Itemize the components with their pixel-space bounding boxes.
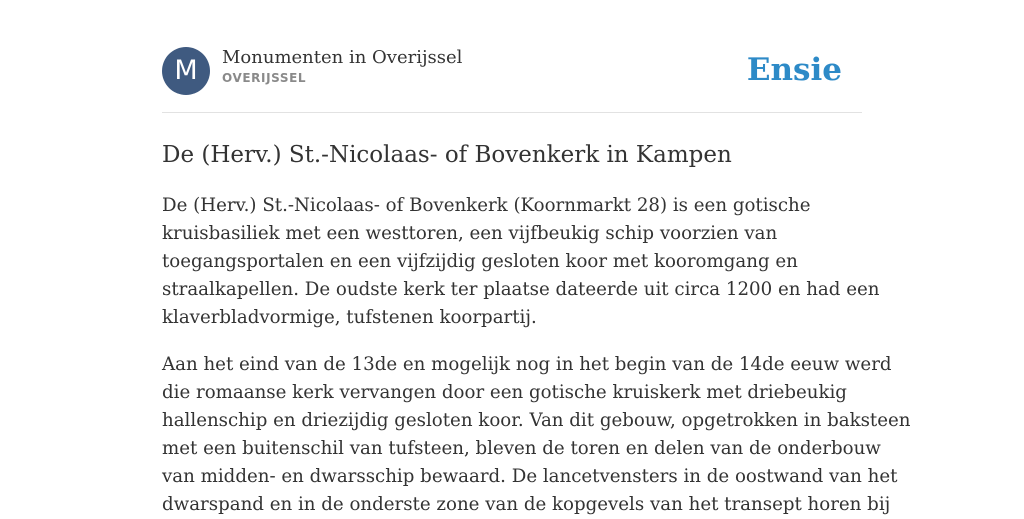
ensie-logo[interactable]: Ensie — [746, 52, 842, 88]
article-card — [162, 0, 911, 519]
paragraph-line: van midden- en dwarsschip bewaard. De lancetvensters in de oostwand van het — [162, 466, 898, 487]
source-subtitle-link[interactable]: OVERIJSSEL — [222, 71, 307, 85]
paragraph-line: kruisbasiliek met een westtoren, een vijfbeukig schip voorzien van — [162, 223, 778, 244]
paragraph-line: Aan het eind van de 13de en mogelijk nog in het begin van de 14de eeuw werd — [162, 354, 892, 375]
paragraph-line: straalkapellen. De oudste kerk ter plaatse dateerde uit circa 1200 en had een — [162, 279, 880, 300]
paragraph-line: hallenschip en driezijdig gesloten koor. Van dit gebouw, opgetrokken in baksteen — [162, 410, 911, 431]
source-info — [222, 46, 462, 85]
paragraph-line: toegangsportalen en een vijfzijdig gesloten koor met kooromgang en — [162, 251, 798, 272]
paragraph-line: dwarspand en in de onderste zone van de kopgevels van het transept horen bij — [162, 494, 891, 515]
source-avatar[interactable]: M — [162, 47, 210, 95]
paragraph-line: met een buitenschil van tufsteen, bleven de toren en delen van de onderbouw — [162, 438, 881, 459]
paragraph-line: De (Herv.) St.-Nicolaas- of Bovenkerk (Koornmarkt 28) is een gotische — [162, 195, 811, 216]
article-header — [162, 0, 862, 113]
article-paragraph — [162, 351, 911, 519]
article-title: De (Herv.) St.-Nicolaas- of Bovenkerk in Kampen — [162, 142, 732, 168]
paragraph-line: klaverbladvormige, tufstenen koorpartij. — [162, 307, 537, 328]
article-paragraph — [162, 192, 880, 332]
source-title-link[interactable]: Monumenten in Overijssel — [222, 47, 463, 68]
paragraph-line: die romaanse kerk vervangen door een gotische kruiskerk met driebeukig — [162, 382, 847, 403]
